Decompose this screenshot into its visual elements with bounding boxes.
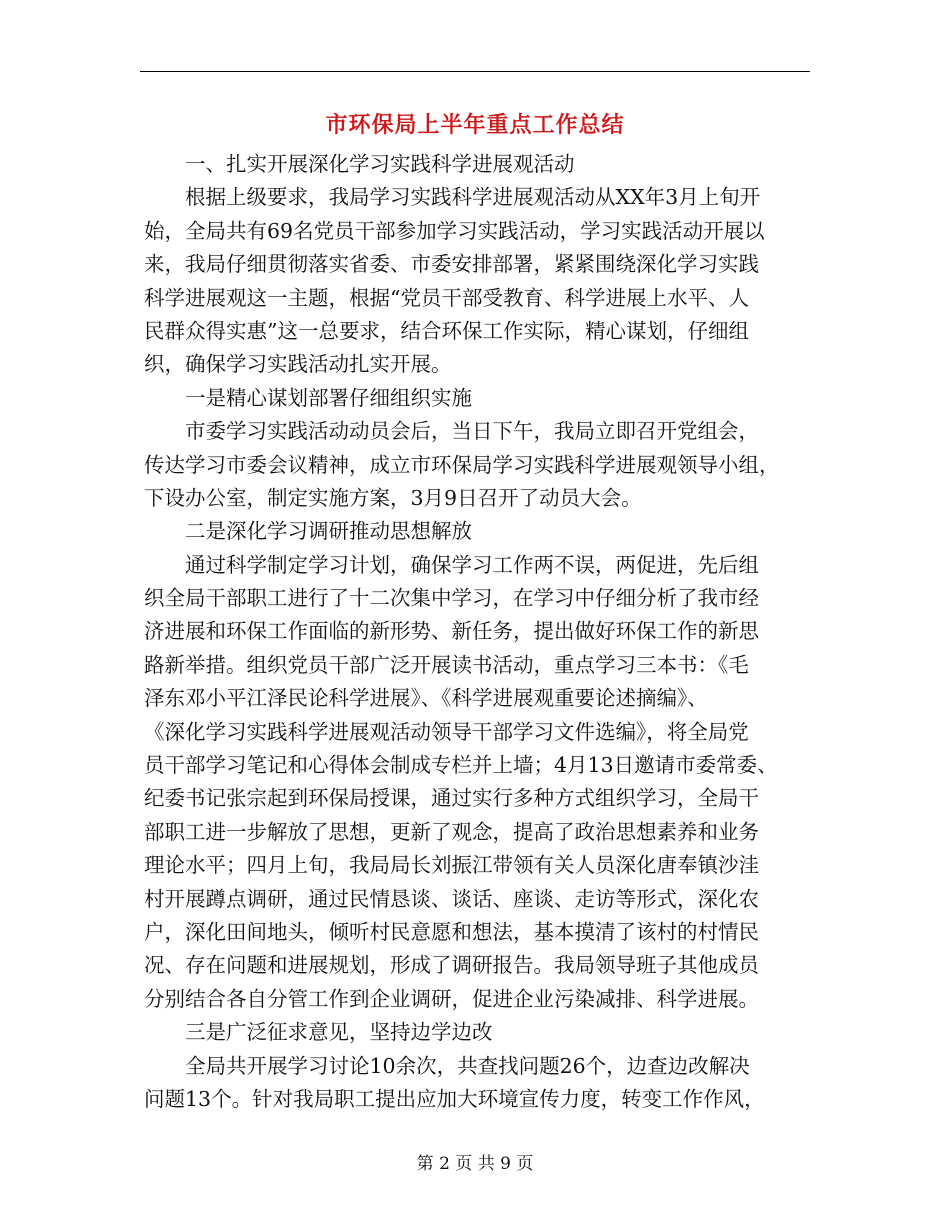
body-line: 问题13个。针对我局职工提出应加大环境宣传力度，转变工作作风， (144, 1086, 765, 1111)
body-line: 户，深化田间地头，倾听村民意愿和想法，基本摸清了该村的村情民 (144, 919, 759, 944)
body-line: 传达学习市委会议精神，成立市环保局学习实践科学进展观领导小组， (144, 452, 780, 477)
body-line: 通过科学制定学习计划，确保学习工作两不误，两促进，先后组 (185, 552, 759, 577)
document-body (144, 148, 809, 1116)
body-line: 村开展蹲点调研，通过民情恳谈、谈话、座谈、走访等形式，深化农 (144, 886, 759, 911)
body-line: 纪委书记张宗起到环保局授课，通过实行多种方式组织学习，全局干 (144, 786, 759, 811)
body-line: 下设办公室，制定实施方案，3月9日召开了动员大会。 (144, 485, 642, 510)
body-line: 织全局干部职工进行了十二次集中学习，在学习中仔细分析了我市经 (144, 586, 759, 611)
body-line: 一是精心谋划部署仔细组织实施 (185, 385, 472, 410)
body-line: 理论水平；四月上旬，我局局长刘振江带领有关人员深化唐奉镇沙洼 (144, 853, 759, 878)
body-line: 始，全局共有69名党员干部参加学习实践活动，学习实践活动开展以 (144, 218, 765, 243)
body-line: 三是广泛征求意见，坚持边学边改 (185, 1020, 493, 1045)
body-line: 科学进展观这一主题，根据“党员干部受教育、科学进展上水平、人 (144, 285, 749, 310)
header-rule (140, 71, 810, 72)
body-line: 部职工进一步解放了思想，更新了观念，提高了政治思想素养和业务 (144, 819, 759, 844)
page-number: 第 2 页 共 9 页 (416, 1154, 534, 1174)
body-line: 市委学习实践活动动员会后，当日下午，我局立即召开党组会， (185, 419, 759, 444)
document-title: 市环保局上半年重点工作总结 (325, 113, 625, 138)
body-line: 来，我局仔细贯彻落实省委、市委安排部署，紧紧围绕深化学习实践 (144, 252, 759, 277)
body-line: 二是深化学习调研推动思想解放 (185, 519, 472, 544)
body-line: 全局共开展学习讨论10余次，共查找问题26个，边查边改解决 (185, 1053, 750, 1078)
body-line: 员干部学习笔记和心得体会制成专栏并上墙；4月13日邀请市委常委、 (144, 753, 778, 778)
body-line: 根据上级要求，我局学习实践科学进展观活动从XX年3月上旬开 (185, 185, 761, 210)
body-line: 路新举措。组织党员干部广泛开展读书活动，重点学习三本书：《毛 (144, 652, 749, 677)
body-line: 济进展和环保工作面临的新形势、新任务，提出做好环保工作的新思 (144, 619, 759, 644)
body-line: 况、存在问题和进展规划，形成了调研报告。我局领导班子其他成员 (144, 953, 759, 978)
body-line: 泽东邓小平江泽民论科学进展》、《科学进展观重要论述摘编》、 (144, 686, 708, 711)
body-line: 《深化学习实践科学进展观活动领导干部学习文件选编》，将全局党 (144, 719, 749, 744)
body-line: 民群众得实惠”这一总要求，结合环保工作实际，精心谋划，仔细组 (144, 318, 749, 343)
body-line: 分别结合各自分管工作到企业调研，促进企业污染减排、科学进展。 (144, 986, 759, 1011)
body-line: 织，确保学习实践活动扎实开展。 (144, 352, 452, 377)
body-line: 一、扎实开展深化学习实践科学进展观活动 (185, 152, 575, 176)
